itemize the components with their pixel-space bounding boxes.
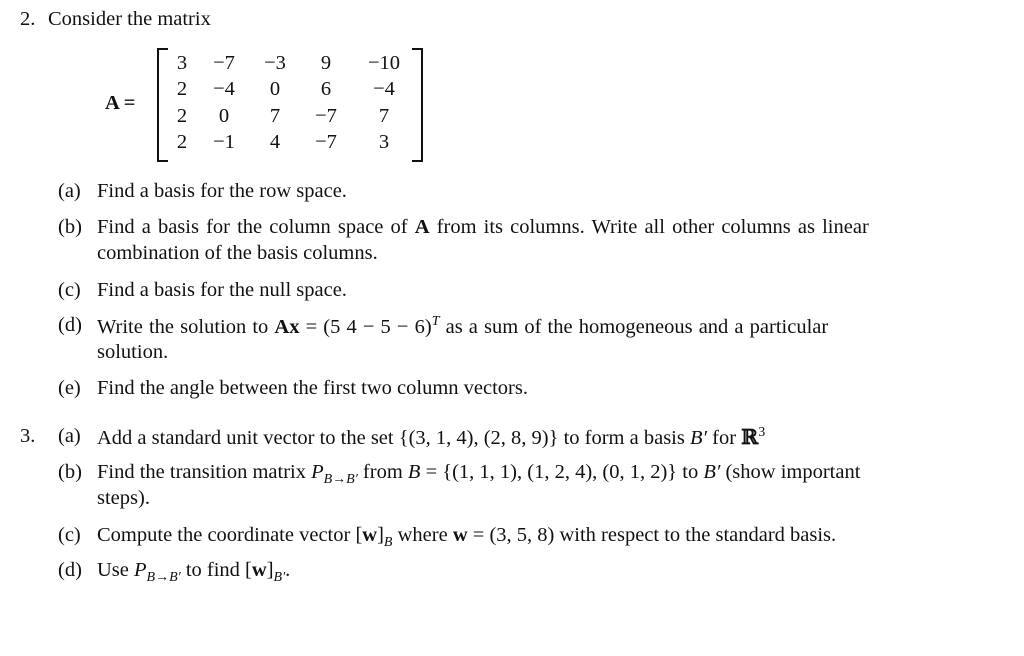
problem-2-intro: Consider the matrix [48,8,211,30]
matrix-cell: 9 [320,52,332,74]
matrix-cell: 0 [218,105,230,127]
matrix-cell: −1 [213,131,235,153]
part-3c-label: (c) [58,524,81,546]
matrix-label: A = [105,92,136,114]
part-2e-text: Find the angle between the first two column vectors. [97,377,528,399]
matrix-cell: −4 [373,78,395,100]
matrix-cell: 7 [378,105,390,127]
matrix-cell: −4 [213,78,235,100]
part-3d-text: Use $P_{B\to B'}$ to find $[w]_{B'}$. [97,559,291,586]
part-2b-label: (b) [58,216,82,238]
part-2e-label: (e) [58,377,81,399]
part-3c-text: Compute the coordinate vector $[w]_B$ where w = (3, 5, 8) with respect to the standard basis. [97,524,837,551]
part-2c-label: (c) [58,279,81,301]
matrix-cell: 0 [269,78,281,100]
part-3a-text: Add a standard unit vector to the set {(3, 1, 4), (2, 8, 9)} to form a basis B′ for ℝ$^3$ [97,425,766,449]
part-2b-line1: Find a basis for the column space of A from its columns. Write all other columns as linear [97,216,869,238]
part-3b-label: (b) [58,461,82,483]
matrix-cell: 3 [378,131,390,153]
problem-2-number: 2. [20,8,36,30]
part-3d-label: (d) [58,559,82,581]
part-3a-label: (a) [58,425,81,447]
part-3b-line1: Find the transition matrix $P_{B\to B'}$ from B = {(1, 1, 1), (1, 2, 4), (0, 1, 2)} to B′ (show important [97,461,861,488]
part-2d-line2: solution. [97,341,169,363]
matrix-cell: −3 [264,52,286,74]
matrix-cell: −7 [213,52,235,74]
part-2b-line2: combination of the basis columns. [97,242,378,264]
part-2d-label: (d) [58,314,82,336]
part-3b-line2: steps). [97,487,150,509]
matrix-cell: 7 [269,105,281,127]
matrix-cell: 3 [176,52,188,74]
part-2d-line1: Write the solution to Ax = (5 4 − 5 − 6)$^T$ as a sum of the homogeneous and a particular [97,314,829,338]
matrix-cell: 6 [320,78,332,100]
part-2a-text: Find a basis for the row space. [97,180,347,202]
matrix-cell: −7 [315,131,337,153]
matrix-cell: 2 [176,78,188,100]
matrix-cell: 2 [176,131,188,153]
matrix-cell: −7 [315,105,337,127]
matrix-cell: 4 [269,131,281,153]
matrix-right-bracket [412,48,423,162]
part-2c-text: Find a basis for the null space. [97,279,347,301]
problem-3-number: 3. [20,425,36,447]
matrix-cell: −10 [367,52,401,74]
matrix-cell: 2 [176,105,188,127]
part-2a-label: (a) [58,180,81,202]
